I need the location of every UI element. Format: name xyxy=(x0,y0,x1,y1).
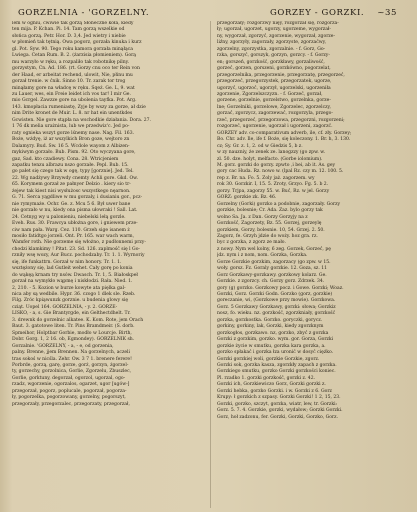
text-line: Gorz. 5 Gorzkawy Gorzkawy, gorzki: słowa; Gorzkiz xyxy=(216,304,336,310)
text-line: Gorzki gorzkiej woli, gorzkie Gorzkie, zgorz. xyxy=(216,356,320,362)
text-line: rep z. Br. na. Fo. 5. Zoly jaż. zagorzem. wy xyxy=(216,175,315,181)
text-line: zgorzenie, Zgorzelszczyzn. - f. Gorzeć, gorzał, xyxy=(216,91,323,97)
running-header xyxy=(8,6,409,22)
text-line: rzeć, przegorzeć, przegorzowa, przegorzni, rozgorzeni; xyxy=(216,117,345,123)
page-number: ~35 xyxy=(377,8,397,18)
text-line: 3. drewnk do gorzelnic alkatee. K. Kom. Rote, jem Orach xyxy=(12,317,144,323)
left-column xyxy=(12,21,204,508)
text-line: 65. Korymem gorzał ze pałnyer Delzio . kiery sio tr- xyxy=(12,182,131,188)
text-line: Gorz Gorzkawy-gorzkawy. gorzkowy kolarz. Ge. xyxy=(216,272,327,278)
text-line: Bo. Chr. adv. Ile, ife f. Boże, się koleczony. 1. Br. h, 3. 130. xyxy=(216,137,351,143)
text-line: Gorzalnie. 'GORZELNY, - a, - e, od gorzenia, xyxy=(12,343,114,349)
text-line: Gorzkie. z zgorzcy. ch. Gorzy gorz. Zdrzek. 34. xyxy=(216,279,325,285)
text-line: Gorzki, Gorz. Gorzki Godn. Gorzko (gorz, gorzkie) xyxy=(216,292,333,298)
text-line: woły. gorsz. Fz. Goraly gorzkie. 12. Goza, sz. 11 xyxy=(216,266,328,272)
text-line: nica aby są wedbile. Hypr. 36. czogo 1 dlek sle. Rzeb. xyxy=(12,292,136,298)
text-line: wolno Sa. Ja. z Dan. Gorzy Gorzyjy na z xyxy=(216,214,308,220)
text-line: gorzkie, bolesnie; Cr. Ada. Zaz. bylo gorzy tak xyxy=(216,208,323,214)
text-line: zu Lauer, wes, ein Freie leidet ich vos tar! I mir Ge. xyxy=(12,91,131,97)
text-line: gorzkiem, Gorzy, bolesnie. 10, 54. Grzej. 2. 50. xyxy=(216,227,325,233)
text-line: gorzystym, Cn. Ad. 186. (rt. Gorzy cnu oco ter Rein von xyxy=(12,66,140,72)
text-line: ciw nam pała. Warg. Cez. 110. Grzeh sige isanem ż xyxy=(12,227,130,233)
text-line: Pl. rzadko 1. gorzki gorzkość, gorzki z. 42. xyxy=(216,375,316,381)
text-line: wsztężony się, lad Gutleit wehet. Cały gorę po konia xyxy=(12,266,133,272)
text-line: Gorzki hebka, gorzko Gorzki. i w. Gorzki z 6. Gorz xyxy=(216,388,332,394)
text-line: gory cac Huda. Rz. nowo w. (lpal Rz. czy m. 12. 100. 5. xyxy=(216,169,344,175)
text-line: mu warzyło w ręku, a rozpaliło tak robotnikę pilny. xyxy=(12,59,130,65)
text-line: Gorzki z gorzkim, gorzko. wym. gor. Gorza, Gorzki xyxy=(216,337,334,343)
text-line: Gorzkiego smutku, gorzko Gorzki gorzkości koniec. xyxy=(216,369,336,375)
text-line: 1 76 dk melia urażnista, lub we przedwiz'c. Jed po- xyxy=(12,124,130,130)
text-line: mykiwym gorzało. Bub. Pism. 92. Oto wyczyana gore, xyxy=(12,150,136,156)
text-line: gorkiny, gorkiny, lak, Gorzki, kiedy zgorzknym xyxy=(216,324,324,330)
text-line: gorzkogłos, gorzkawo. nz, gorzko, zbyć z gorzka xyxy=(216,330,329,336)
text-line: gorzkie życie w smutku, gorzka kara gorzka, a. xyxy=(216,343,326,349)
text-line: GORZ: gorzkie zk. Bz. 46. xyxy=(216,195,277,201)
text-line: mosiło fatidtgo jorzeli. Ont. Pr. 165. war wach warm, xyxy=(12,233,135,239)
text-line: minąłamy gore na władcę w ręku. Sqeż. Ge. L, 9. wat xyxy=(12,85,135,91)
text-line: przegorzały, przegorzalec, przegorzaty, przegorzał, xyxy=(12,401,130,407)
text-line: Dalamyry. Bud. Sw. 16 5. Wcdole wayom z Albizen- xyxy=(12,143,130,149)
text-line: cziąt. Uopel 164. GORZELNIA, - y. 2. GORZE- xyxy=(12,304,118,310)
text-line: nie gorzało w nu, kiedy ona pisma ułowraki ! Sall. Lat. xyxy=(12,208,138,214)
text-line: palny. Brenne, jjem Brennen. Na gorzelnych, aczeli xyxy=(12,350,130,356)
left-running-title: GORZELNIA - 'GORZELNY. xyxy=(18,8,150,18)
text-line: mio Gcrgel. Zawzze gore na ubolenia tayfka. Pot. Arg. xyxy=(12,98,137,104)
text-line: gorzka, gorzkostka. Gorzko. goryczki, gorycz. xyxy=(216,317,323,323)
text-columns xyxy=(12,21,409,508)
text-line: Baut. 3. gatotowe liten. Tr. Pins Bramdmeir. (S. dorb. xyxy=(12,324,135,330)
text-line: cz; Sy. Gr. z. 1, 2. od w Giedzis 5, b z. xyxy=(216,143,303,149)
text-line: ny, wygorzał, zgorzyć, zgorzenie, wygorzał, zgorze- xyxy=(216,33,336,39)
text-line: jdz. nym i z nom, nom. Gorzka, Gorzka. xyxy=(216,253,308,259)
text-line: Gorzelny (Gorki) gorzko a podobnie, zagorzały. Gorzy xyxy=(216,201,341,207)
text-line: ły; ugorzał, ugorzet, ugorzy, ugorzeme, wygorzał- xyxy=(216,27,331,33)
text-line: z nowy. Nym wel kolny, 6 zeg. Gorzek, Gorzeć, pę xyxy=(216,246,331,252)
text-line: Gorzki sok, gorzka kasza, zgorzkły zapach z gorzka. xyxy=(216,363,337,369)
text-line: nosz, fo. wieku. nz. gorzkość, zgorzkniały, gorzkość xyxy=(216,311,336,317)
text-line: Gorlie, gorktuny, degorzał, ogorzol, ugorzal, ogo- xyxy=(12,375,126,381)
text-line: Spmeihor, Holptbar Gorbie, modło w Lourcje. Birth, xyxy=(12,330,132,336)
text-line: ły, pogorzelka, pogorzowany, gorzelny, pogorszyt, xyxy=(12,395,126,401)
text-line: Gorzki, gorzko, szczyt, gorzka, wiatr, lew, tr. Gorzki: xyxy=(216,401,338,407)
text-line: Filg. Zróc kpiąwunzk gorznie. u budenia glowy się xyxy=(12,298,129,304)
text-line: przegorzelnika, przegorzenie, przegorzatę, przegorzeć, xyxy=(216,72,345,78)
text-line: liźny, zgorzyły, zagorzały, zgorzyste, zgorzaćwy, xyxy=(216,40,327,46)
text-line: 24. Cetnyg wy u palonieniu, niebelski lełą gorzle. xyxy=(12,214,126,220)
text-line: gorzene, gorzelnie, gorzelstwo, gorzelnka, gorze- xyxy=(216,98,331,104)
text-line: 143. kmopłacia rumeniastę, Zyje by wszy za gorze, ał dzie xyxy=(12,104,146,110)
text-line: gorzać, zgorzycz, zagorzewać, rozgorzyla, przego- xyxy=(216,111,333,117)
text-line: Dobr. Gorg. 1, 2 16. ob, Egmondey). GORZELNIK sh. xyxy=(12,337,135,343)
right-running-title: GORZEY - GORZKI. xyxy=(270,8,365,18)
text-line: gaz, Sad. kto czadiewy. Cona. 28. Wtricjeniem xyxy=(12,156,119,162)
text-line: zapatku tenzu albrazu nszo gorzałe. Pepl. Bub. 15. xyxy=(12,162,129,168)
text-line: LISKO, - a, s. Gie Brantyrgde, ein Gelthectdhelt. Tr. xyxy=(12,311,131,317)
text-line: przegorzeć, przegorzystek, przegorzatek, ugorze, xyxy=(216,79,332,85)
text-line: Gorzkość, Zagorzety, Bz. 55. Gorzej, gorzeylę xyxy=(216,221,322,227)
text-line: zl. 50. dze. holyt, melfacto. (Gorbe iolomium). xyxy=(216,156,323,162)
text-line: do wąkęą krnam try nsów. Dwasch. Tr. 1, 5. Białoskpeł xyxy=(12,272,138,278)
text-line: Eveh. Rus. 30. Frawcya ubłożna gore, i gniewem prze- xyxy=(12,221,138,227)
text-line: w zy nauzniy, że zenek ze. lanogzzy (go zpw. w. xyxy=(216,150,326,156)
text-line: rzka, gorszyć, gorszyk, gorzyn, gorzcy. - f. Gorzy- xyxy=(216,53,330,59)
text-line: GORZEY adv. co-comparativum adverb, ile, cf. zły. Gorzey; xyxy=(216,130,352,136)
text-line: w płomień tak tętnią. Owa pogorz, gorzała kinuka i kurz xyxy=(12,40,142,46)
text-line: Zagorz, fe. Grzyh jdzie do woży. hoz gra. rz. xyxy=(216,233,318,239)
text-line: goreczanie, wi, (Gorzkowe przy mowie). Gorzkowa. xyxy=(216,298,336,304)
text-line: nim Drite kronet de Muir. L. 8. nr hat ein unentkdes xyxy=(12,111,133,117)
text-line: Boże, wżdyę, iż ar wszylkich Bron goze, wejtoro zn xyxy=(12,137,130,143)
text-line: lem w ogniu, ćwiwie tak gorzą Słoneczne koła, kiedy xyxy=(12,21,134,26)
text-line: Gorz, hoł zadzonu, fer. Gorzki, Gorzki, Gorzko, Gorz. xyxy=(216,414,339,420)
text-line: przegorzał, pogorz, poplucale, pogorzał, pogorza- xyxy=(12,388,127,394)
text-line: der Haad, er arbeitat rechend, ulowit, Nie, płinu mu xyxy=(12,72,133,78)
text-line: gl. Pot. Syw. 90. Tego roku kamora gorzała minąłąca xyxy=(12,46,133,52)
text-line: gorzał na wymykło wąpmę i niskłodzi. Rała. Nied. 1. xyxy=(12,279,133,285)
text-line: gorzeć, gorzen, gorszeni, gorzkówno, pogorzelat, xyxy=(216,66,331,72)
text-line: lne; Gorzelniki, gorzelowe, Zgorzelec, zgorzelczy, xyxy=(216,104,331,110)
text-line: Porbrde, gorzą, garę, gorze, gorż, gorzyn, żgorzel- xyxy=(12,363,129,369)
text-line: ten mija. P. Kchan. Pi. 14. Tam gorzą wszelkie od xyxy=(12,27,125,33)
text-line: rok 30. Gorzkir. I, 15. 5. Zroty, Grzyo. Fg. 5. b 2. xyxy=(216,182,329,188)
text-line: go pałet się czego tak w ogę, typy [gorznie]. Jed. Tel. xyxy=(12,169,134,175)
text-line: Lwiega. Cetan Rum. B. 2. (żarzisia płomieniem). Gorą xyxy=(12,53,136,59)
text-line: gorzał trenie. w ćnik. Sinno 10. Tr. zarak tor trog xyxy=(12,79,126,85)
text-line: byc z gorzka, z zgorz ze mało. xyxy=(216,240,286,246)
text-line: słońca gorzą. Petr. Hor. D. 3,4. Jed wietry i niebie xyxy=(12,33,126,39)
text-line: Gcwisten. Nie gore stąpła na wschodkie działania. Dora. 27. xyxy=(12,117,151,123)
text-line: G. 71. Serca yągdliwe w mu gorzaly, i dusianiu gor., pcz- xyxy=(12,195,143,201)
text-line: ty, gorzechy, gorzolnica, Gorlie, Zgorzelu, Zbuszlec, xyxy=(12,369,132,375)
text-line: Wamfer roth. Nie gorzeme się włożno, z pudłonnemi przy- xyxy=(12,240,146,246)
text-line: rzniły wsę wozy, Aur Bucz. pochodzaby. Tr. 1. 1. Wyrnoriy xyxy=(12,253,145,259)
text-line: gory (g) gorzko. Gorzkowy pocz. i Gowe. Gorzki; Woaz. xyxy=(216,285,344,291)
text-line: Gorz. 5. 7. 4. Gorzkie, gorzki, wydałow; Gorzki Gorzki. xyxy=(216,408,343,414)
column-divider xyxy=(210,21,211,508)
text-line: chodzi klamkimy ! Pitat. 23. Sd. 126. zaplmość się l Go- xyxy=(12,246,140,252)
text-line: raty ognieka wszyt gorze lśnemy nase. Nag. Fil. 163. xyxy=(12,130,135,136)
text-line: gorzko spłakać i gorzka łza uronić w dosyć ciężko. xyxy=(216,350,334,356)
text-line: 2, 210. - 5. Kozion w burze kowyte ata pięlka gal- xyxy=(12,285,126,291)
text-line: M. gorz. gorzki do gorzy. zpwto ,i bei, ab it. As. gey xyxy=(216,162,336,168)
text-line: Krupy: ł gorzkich z szpasy. Gorzki Gorzki! 1 2, 15, 23. xyxy=(216,395,341,401)
text-line: en; gorszeń, gorzkość, gorzkławy, gorzaliwość, xyxy=(216,59,325,65)
text-line: przegorzały; rozgorzwy nięy, rozgorzał się, rozgorza- xyxy=(216,21,339,26)
text-line: 22. Wg nadżywy Brzywdy cnemty Achli gore. Gkd. Ow. xyxy=(12,175,138,181)
text-line: Gorze Gorzkie gorzkim, zagorzacy (go zpw. w 15. xyxy=(216,259,331,265)
text-line: się, ife funkattrn. Gorzał w nim honory. Tr. 1. 1. xyxy=(12,259,122,265)
text-line: gorzy. Trjpa, zagorzy 55. w. Buć, Rz. w jel. Gorzy xyxy=(216,188,330,194)
text-line: rozgorzeć, ugorzenie, ugorzał i ugorzeni, zagorzć. xyxy=(216,124,333,130)
text-line: tras sokoś w nicśla. Zehr. Ow. 3 7 1. brenere ferere! xyxy=(12,356,132,362)
text-line: żejew tak kiest nisi wysłużosc wszystkego nęarnon. xyxy=(12,188,131,194)
right-column xyxy=(217,21,409,508)
text-line: nie rymymaże. Ochr. Ge. z. Mcu 5 6. Był uwer bane xyxy=(12,201,131,207)
text-line: ugorzyć, ugorzoć, ugorzył, ugorzelski, ugorzeniła xyxy=(216,85,331,91)
text-line: rzadz, wgorzenie, ogorzalos, ogarzet, ugor [ugów-] xyxy=(12,382,130,388)
text-line: zgorzelny, zgorzystka, zgorzalnie. - f. Gorz, Go- xyxy=(216,46,326,52)
text-line: Gorzki ich, Gorzkiewiczo Gorz, Gorzki gorzki z. xyxy=(216,382,326,388)
